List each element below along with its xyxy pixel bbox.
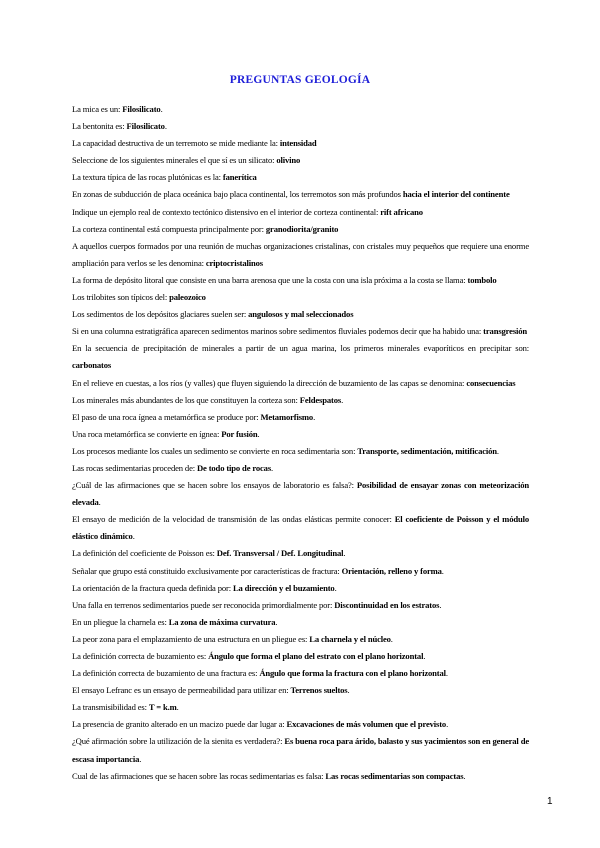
answer-tail: . [139,753,142,764]
answer-tail: . [160,104,163,114]
answer-text: rift africano [380,206,423,217]
answer-text: Por fusión [221,428,258,439]
question-item [72,460,529,477]
question-item [72,289,529,306]
answer-tail: . [341,394,344,405]
question-item [72,477,529,511]
question-text: La peor zona para el emplazamiento de una estructura en un pliegue es: [72,633,310,644]
answer-text: hacia el interior del continente [402,189,510,200]
answer-text: Transporte, sedimentación, mitificación [357,445,497,456]
question-text: ¿Qué afirmación sobre la utilización de la sienita es verdadera?: [72,736,285,747]
question-item [72,323,529,340]
question-text: En un pliegue la charnela es: [72,616,169,627]
question-item [72,135,529,152]
answer-text: Def. Transversal / Def. Longitudinal [216,548,344,559]
answer-tail: . [257,428,260,439]
answer-tail: . [441,565,444,576]
question-text: Seleccione de los siguientes minerales el que sí es un silicato: [72,155,277,166]
question-text: Una falla en terrenos sedimentarios puede ser reconocida primordialmente por: [72,599,335,610]
question-item [72,580,529,597]
question-text: Cual de las afirmaciones que se hacen sobre las rocas sedimentarias es falsa: [72,770,326,781]
answer-text: Ángulo que forma la fractura con el plano horizontal [259,668,446,679]
page-title: PREGUNTAS GEOLOGÍA [229,74,371,86]
answer-tail: . [439,599,442,610]
question-text: Los minerales más abundantes de los que constituyen la corteza son: [72,394,300,405]
question-item [72,204,529,221]
question-item [72,682,529,699]
question-text: Si en una columna estratigráfica aparecen sedimentos marinos sobre sedimentos fluviales podemos decir que ha habido una: [72,326,484,337]
answer-text: intensidad [279,138,317,149]
answer-tail: . [390,633,393,644]
question-text: A aquellos cuerpos formados por una reunión de muchas organizaciones cristalinas, con cristales muy pequeños que requiere una enorme ampliación para verlos se les denomina: [72,240,529,268]
answer-text: De todo tipo de rocas [196,462,272,473]
question-text: La corteza continental está compuesta principalmente por: [72,223,266,234]
question-text: Los sedimentos de los depósitos glaciares suelen ser: [72,309,249,320]
answer-text: fanerítica [222,172,257,183]
question-item [72,768,529,785]
answer-tail: . [164,121,167,132]
answer-text: La charnela y el núcleo [309,633,391,644]
question-text: El paso de una roca ígnea a metamórfica se produce por: [72,411,261,422]
question-text: La bentonita es: [72,121,127,132]
question-text: Indique un ejemplo real de contexto tectónico distensivo en el interior de corteza continental: [72,206,381,217]
page-number: 1 [547,796,553,807]
question-text: ¿Cuál de las afirmaciones que se hacen sobre los ensayos de laboratorio es falsa?: [72,480,357,491]
answer-tail: . [343,548,346,559]
answer-text: Filosilicato [126,121,165,132]
question-item [72,563,529,580]
question-text: El ensayo de medición de la velocidad de transmisión de las ondas elásticas permite conocer: [72,514,395,525]
answer-text: Las rocas sedimentarias son compactas [325,770,464,781]
answer-text: transgresión [483,326,528,337]
answer-text: Metamorfismo [260,411,314,422]
question-item [72,545,529,562]
answer-text: Discontinuidad en los estratos [334,599,440,610]
question-text: En zonas de subducción de placa oceánica bajo placa continental, los terremotos son más profundos [72,189,403,200]
answer-text: consecuencias [466,377,516,388]
answer-text: granodiorita/granito [265,223,339,234]
question-item [72,272,529,289]
answer-text: Filosilicato [122,104,161,114]
question-text: Los procesos mediante los cuales un sedimento se convierte en roca sedimentaria son: [72,445,358,456]
answer-text: tombolo [467,274,497,285]
answer-tail: . [463,770,466,781]
question-text: En el relieve en cuestas, a los ríos (y valles) que fluyen siguiendo la dirección de buzamiento de las capas se denomina: [72,377,467,388]
answer-tail: . [423,651,426,661]
answer-tail: . [271,462,274,473]
answer-tail: . [132,531,135,542]
question-item [72,169,529,186]
answer-text: Ángulo que forma el plano del estrato con el plano horizontal [208,651,424,661]
answer-text: paleozoico [169,292,206,303]
question-item [72,186,529,203]
question-item [72,340,529,374]
answer-text: T = k.m [148,702,177,713]
question-item [72,631,529,648]
answer-tail: . [446,719,449,730]
question-item [72,699,529,716]
question-list [72,101,529,785]
question-item [72,665,529,682]
answer-tail: . [334,582,337,593]
answer-tail: . [496,445,499,456]
question-text: La presencia de granito alterado en un macizo puede dar lugar a: [72,719,287,730]
answer-tail: . [275,616,278,627]
question-text: La definición correcta de buzamiento es: [72,651,209,661]
question-item [72,426,529,443]
question-item [72,511,529,545]
question-item [72,392,529,409]
answer-tail: . [445,668,448,679]
answer-text: olivino [276,155,301,166]
answer-text: Excavaciones de más volumen que el previsto [286,719,447,730]
question-item [72,375,529,392]
question-item [72,597,529,614]
question-text: La capacidad destructiva de un terremoto se mide mediante la: [72,138,280,149]
question-item [72,152,529,169]
answer-text: Es buena roca para árido, balasto y sus yacimientos son en general de escasa importancia [72,736,529,764]
question-text: Una roca metamórfica se convierte en ígnea: [72,428,222,439]
question-text: La definición correcta de buzamiento de una fractura es: [72,668,260,679]
question-text: Los trilobites son típicos del: [72,292,170,303]
question-item [72,614,529,631]
question-text: La mica es un: [72,104,123,114]
question-text: La definición del coeficiente de Poisson es: [72,548,217,559]
answer-tail: . [313,411,316,422]
question-item [72,238,529,272]
question-item [72,221,529,238]
answer-tail: . [176,702,179,713]
question-text: La forma de depósito litoral que consiste en una barra arenosa que une la costa con una isla próxima a la costa se llama: [72,274,468,285]
question-text: La textura típica de las rocas plutónicas es la: [72,172,223,183]
question-item [72,733,529,767]
answer-text: angulosos y mal seleccionados [248,309,354,320]
answer-text: Posibilidad de ensayar zonas con meteorización elevada [72,480,529,508]
answer-text: La dirección y el buzamiento [232,582,335,593]
question-text: El ensayo Lefranc es un ensayo de permeabilidad para utilizar en: [72,685,291,696]
answer-text: Orientación, relleno y forma [341,565,442,576]
answer-text: carbonatos [72,360,112,371]
question-text: La transmisibilidad es: [72,702,149,713]
answer-text: Feldespatos [299,394,342,405]
answer-text: La zona de máxima curvatura [168,616,276,627]
answer-tail: . [98,497,101,508]
question-text: En la secuencia de precipitación de minerales a partir de un agua marina, los primeros minerales evaporíticos en precipitar son: [72,343,529,354]
question-item [72,409,529,426]
question-item [72,648,529,665]
answer-tail: . [347,685,350,696]
question-item [72,716,529,733]
question-item [72,306,529,323]
question-item [72,118,529,135]
answer-text: El coeficiente de Poisson y el módulo elástico dinámico [72,514,529,542]
question-text: La orientación de la fractura queda definida por: [72,582,233,593]
question-text: Las rocas sedimentarias proceden de: [72,462,197,473]
question-item [72,101,529,118]
answer-text: Terrenos sueltos [290,685,348,696]
question-text: Señalar que grupo está constituido exclusivamente por características de fractura: [72,565,342,576]
answer-text: criptocristalinos [205,257,263,268]
question-item [72,443,529,460]
